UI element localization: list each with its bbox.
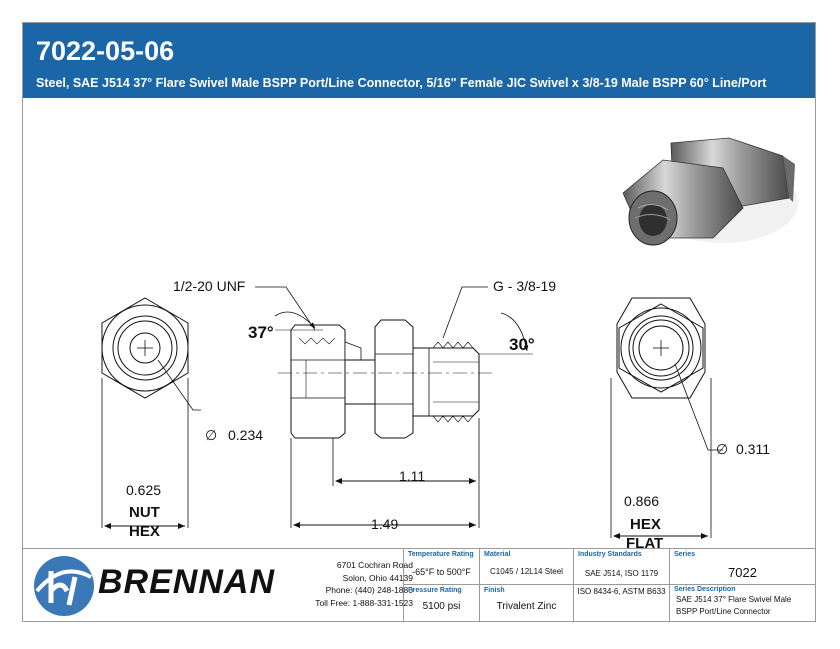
hex-flat-value: 0.866 — [624, 493, 660, 509]
hex-label-2: FLAT — [626, 535, 664, 548]
fitting-side-view — [255, 287, 533, 528]
title-banner — [23, 23, 815, 98]
hex-label-1: HEX — [630, 516, 661, 533]
fitting-photo-icon — [623, 138, 798, 245]
address-line: Phone: (440) 248-1880 — [325, 585, 413, 595]
dia-symbol-right: ∅ — [716, 441, 729, 457]
part-number: 7022-05-06 — [36, 36, 175, 66]
title-block — [23, 548, 815, 622]
material-value: C1045 / 12L14 Steel — [490, 567, 563, 576]
technical-drawing — [23, 98, 815, 548]
address-line: Toll Free: 1-888-331-1523 — [315, 597, 413, 608]
series-desc-line-2: BSPP Port/Line Connector — [676, 607, 771, 616]
brennan-logo — [23, 549, 298, 622]
standards-cell — [573, 549, 669, 622]
series-desc-line-1: SAE J514 37° Flare Swivel Male — [676, 595, 792, 604]
series-label: Series — [674, 551, 696, 558]
angle-right-label: 30° — [509, 335, 535, 354]
nut-hex-value: 0.625 — [126, 482, 162, 498]
standards-value-1: SAE J514, ISO 1179 — [584, 569, 659, 578]
thread-right-label: G - 3/8-19 — [493, 278, 557, 294]
dia-left-value: 0.234 — [228, 427, 264, 443]
finish-cell — [479, 585, 573, 622]
material-label: Material — [484, 551, 511, 558]
brand-name: BRENNAN — [98, 563, 275, 601]
pressure-value: 5100 psi — [422, 601, 461, 612]
nut-label-1: NUT — [129, 504, 160, 521]
length-overall-value: 1.49 — [371, 516, 399, 532]
dia-symbol-left: ∅ — [205, 427, 218, 443]
finish-label: Finish — [484, 587, 505, 594]
thread-left-label: 1/2-20 UNF — [173, 278, 246, 294]
brennan-logo-icon — [29, 551, 99, 621]
dia-right-value: 0.311 — [736, 441, 770, 457]
series-cell — [669, 549, 815, 622]
pressure-cell — [403, 585, 479, 622]
standards-value-2: ISO 8434-6, ASTM B633 — [577, 587, 666, 596]
drawing-sheet — [22, 22, 816, 622]
series-desc-label: Series Description — [674, 586, 736, 593]
angle-left-label: 37° — [248, 323, 274, 342]
temperature-value: -65°F to 500°F — [412, 567, 471, 577]
finish-value: Trivalent Zinc — [496, 601, 557, 612]
pressure-label: Pressure Rating — [408, 587, 462, 594]
address-line: Solon, Ohio 44139 — [342, 572, 413, 583]
length-inner-value: 1.11 — [399, 468, 426, 484]
address-line: 6701 Cochran Road — [336, 560, 413, 570]
nut-label-2: HEX — [129, 523, 160, 540]
series-value: 7022 — [728, 565, 757, 580]
standards-label: Industry Standards — [578, 551, 642, 558]
company-address — [299, 559, 413, 609]
part-description: Steel, SAE J514 37° Flare Swivel Male BSPP Port/Line Connector, 5/16" Female JIC Swivel x 3/8-19 Male BSPP 60° Line/Port — [36, 76, 767, 90]
temperature-label: Temperature Rating — [408, 551, 474, 558]
